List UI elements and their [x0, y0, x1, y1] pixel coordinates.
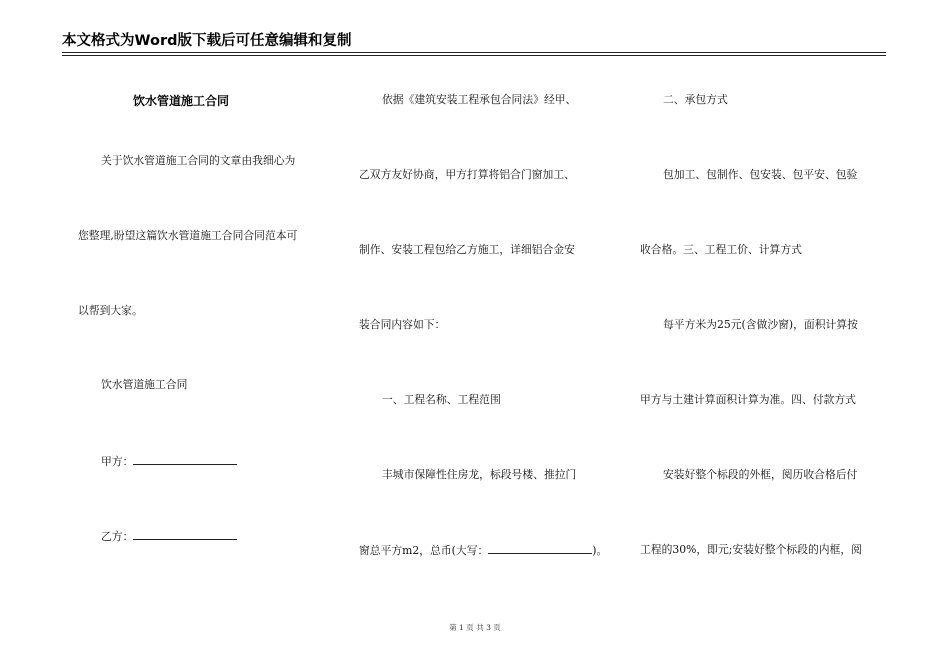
- col2-line-3: 制作、安装工程包给乙方施工，详细铝合金安: [359, 243, 575, 256]
- party-a-label: 甲方：: [101, 455, 134, 468]
- col1-line-3: 以帮到大家。: [78, 304, 143, 317]
- document-banner: 本文格式为Word版下载后可任意编辑和复制: [62, 33, 352, 49]
- total-amount-label: 窗总平方m2，总币(大写：: [359, 544, 489, 557]
- page-number: 第 1 页 共 3 页: [449, 623, 501, 632]
- col2-line-1: 依据《建筑安装工程承包合同法》经甲、: [382, 93, 577, 106]
- col3-line-1: 二、承包方式: [663, 93, 728, 106]
- col3-line-5: 甲方与土建计算面积计算为准。四、付款方式: [640, 393, 856, 406]
- col2-line-2: 乙双方友好协商，甲方打算将铝合门窗加工、: [359, 168, 575, 181]
- col3-line-3: 收合格。三、工程工价、计算方式: [640, 243, 802, 256]
- col2-line-6: 丰城市保障性住房龙，标段号楼、推拉门: [382, 468, 577, 481]
- total-amount-close: )。: [592, 544, 608, 557]
- party-a-blank: [133, 454, 237, 465]
- col3-line-7: 工程的30%，即元;安装好整个标段的内框，阅: [640, 543, 862, 556]
- party-b-label: 乙方：: [101, 530, 134, 543]
- col3-line-6: 安装好整个标段的外框，阅历收合格后付: [663, 468, 858, 481]
- col1-line-1: 关于饮水管道施工合同的文章由我细心为: [101, 154, 296, 167]
- col2-line-5: 一、工程名称、工程范围: [382, 393, 501, 406]
- col1-subtitle: 饮水管道施工合同: [101, 378, 188, 391]
- col3-line-4: 每平方米为25元(含做沙窗)，面积计算按: [663, 318, 858, 331]
- party-b-blank: [133, 529, 237, 540]
- col1-line-2: 您整理,盼望这篇饮水管道施工合同合同范本可: [78, 229, 298, 242]
- header-rule-top: [62, 52, 886, 53]
- col2-line-4: 装合同内容如下：: [359, 318, 446, 331]
- party-a-row: [101, 454, 237, 469]
- party-b-row: [101, 529, 237, 544]
- total-amount-blank: [488, 543, 592, 554]
- col3-line-2: 包加工、包制作、包安装、包平安、包验: [663, 168, 858, 181]
- col2-line-7: [359, 543, 607, 558]
- document-title: 饮水管道施工合同: [133, 94, 230, 108]
- header-rule-bottom: [62, 55, 886, 56]
